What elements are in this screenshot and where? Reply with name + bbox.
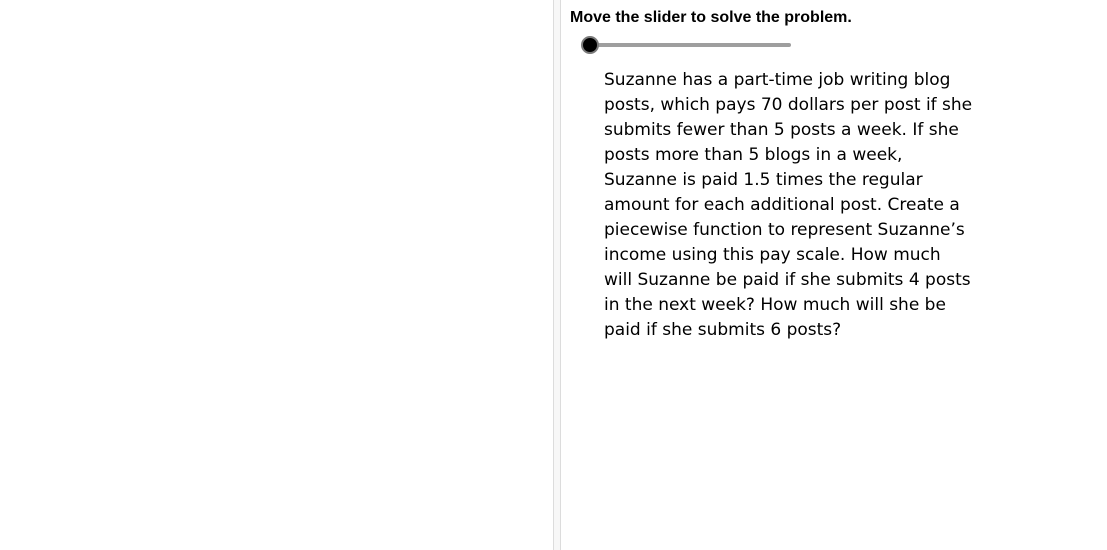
slider-instruction: Move the slider to solve the problem. xyxy=(570,9,852,26)
graphics-view[interactable] xyxy=(0,0,553,550)
slider-track[interactable] xyxy=(587,43,791,47)
algebra-view xyxy=(561,0,1107,550)
problem-slider[interactable] xyxy=(581,36,793,54)
pane-divider[interactable] xyxy=(553,0,561,550)
problem-text: Suzanne has a part-time job writing blog posts, which pays 70 dollars per post if she submits fewer than 5 posts a week. If she posts more than 5 blogs in a week, Suzanne is paid 1.5 times the regular amount for each additional post. Create a piecewise function to represent Suzanne’s income using this pay scale. How much will Suzanne be paid if she submits 4 posts in the next week? How much will she be paid if she submits 6 posts? xyxy=(604,70,973,340)
slider-thumb[interactable] xyxy=(581,36,599,54)
